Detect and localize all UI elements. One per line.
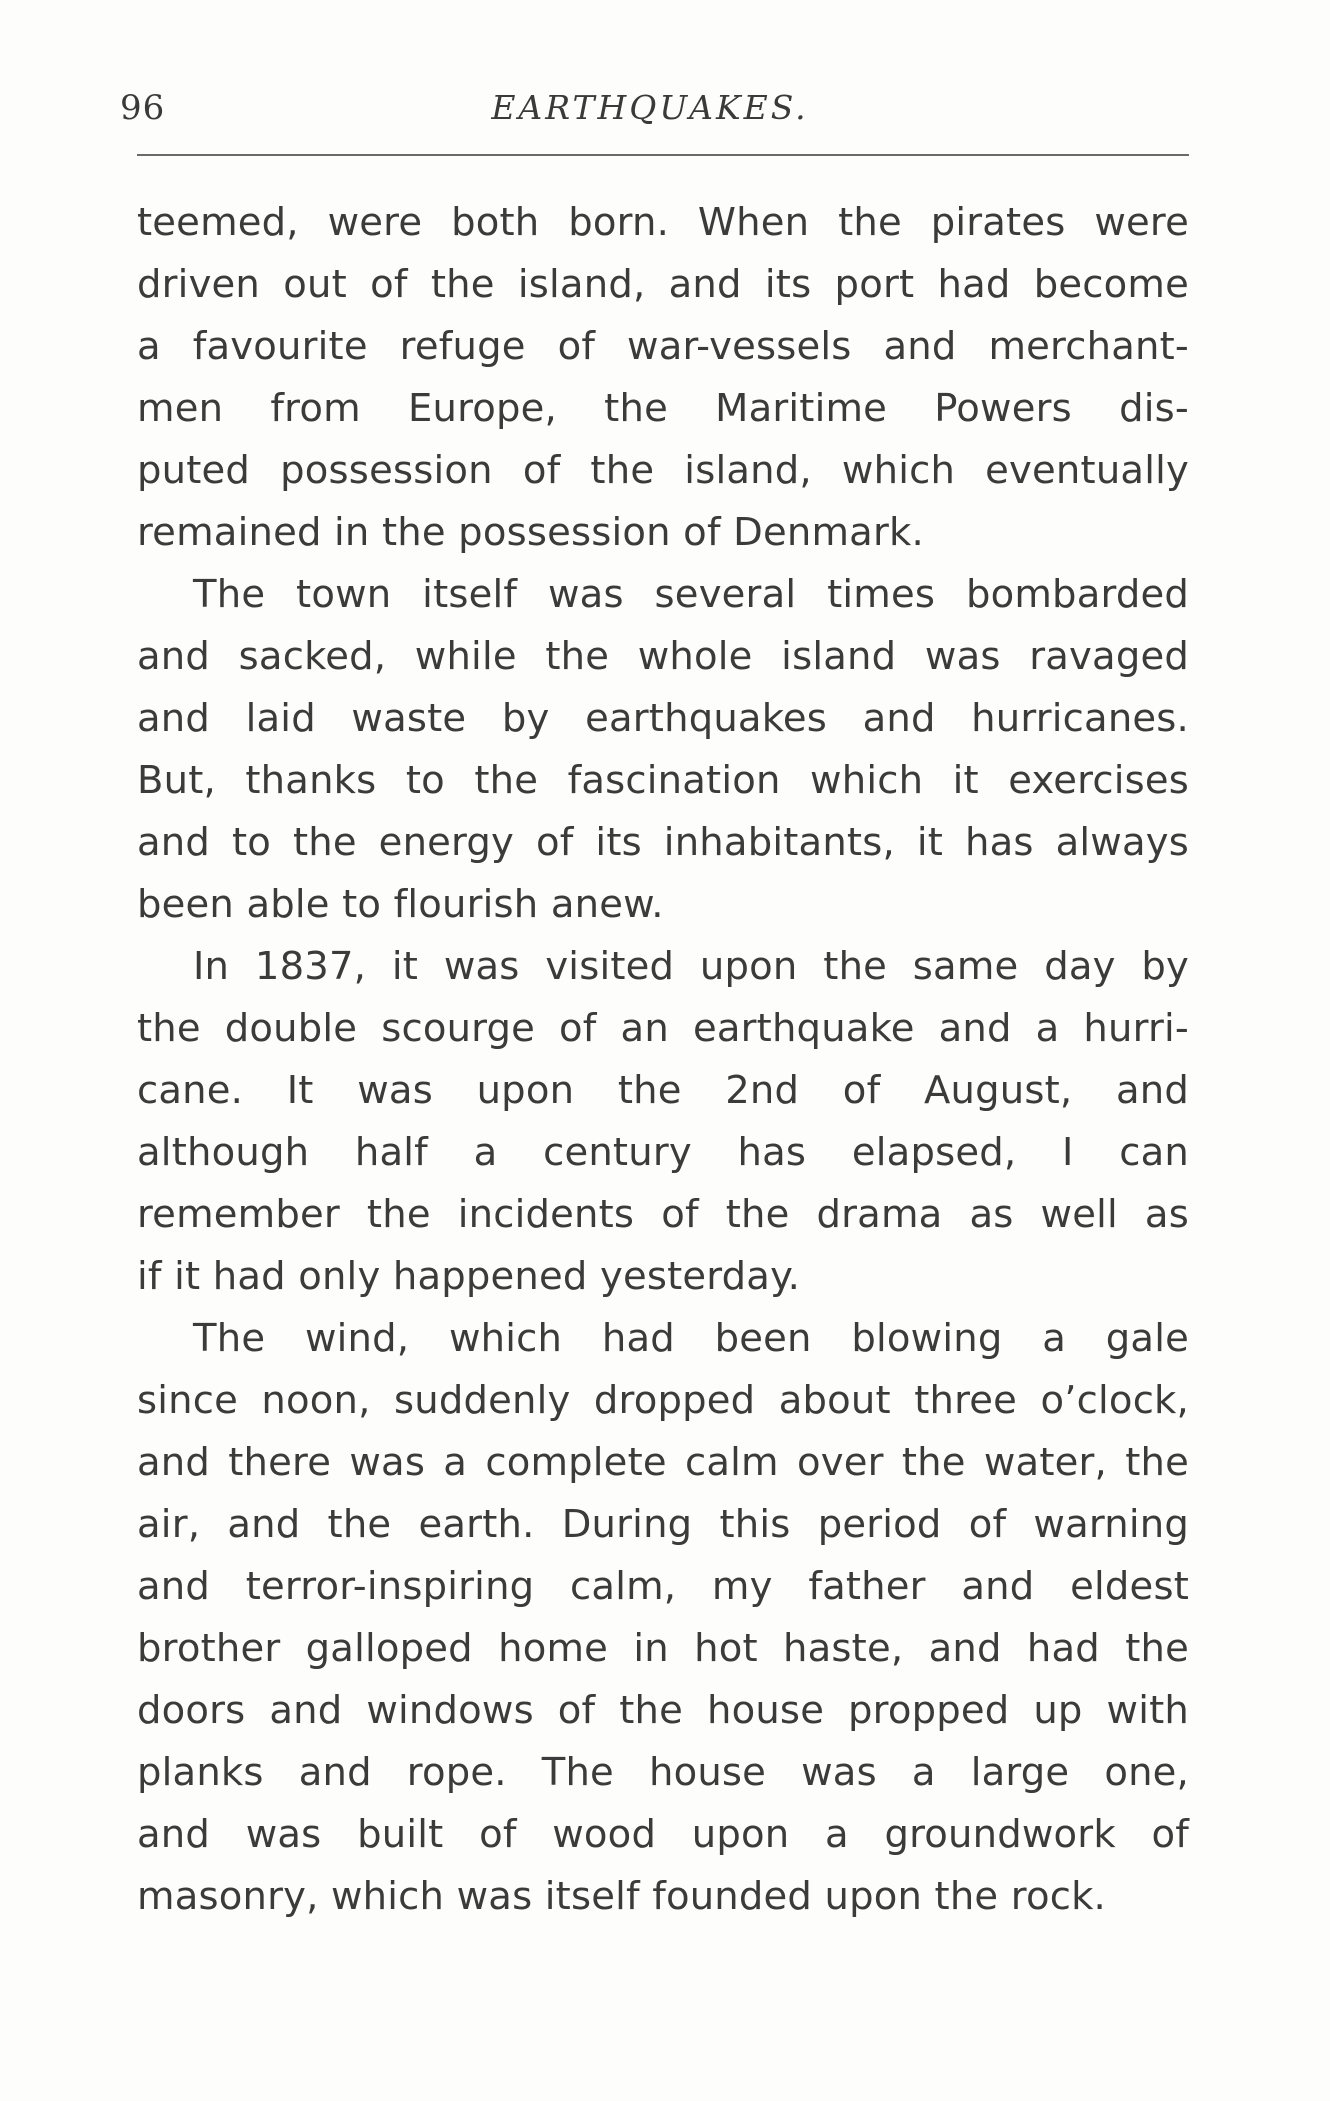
text-line: and there was a complete calm over the water, the [137,1440,1189,1485]
running-title: EARTHQUAKES. [491,88,809,127]
text-line: a favourite refuge of war-vessels and merchant- [137,324,1189,369]
text-line: since noon, suddenly dropped about three o’clock, [137,1378,1189,1423]
text-line: puted possession of the island, which eventually [137,448,1189,493]
header-rule [137,154,1189,156]
text-line: remained in the possession of Denmark. [137,510,924,555]
text-line: In 1837, it was visited upon the same day by [193,944,1189,989]
body-text [137,192,1189,1928]
text-line: planks and rope. The house was a large one, [137,1750,1189,1795]
text-line: and was built of wood upon a groundwork of [137,1812,1189,1857]
text-line: and laid waste by earthquakes and hurricanes. [137,696,1189,741]
text-line: and to the energy of its inhabitants, it has always [137,820,1189,865]
page-header [120,88,1180,140]
text-line: men from Europe, the Maritime Powers dis- [137,386,1189,431]
text-line: The wind, which had been blowing a gale [193,1316,1189,1361]
text-line: driven out of the island, and its port had become [137,262,1189,307]
text-line: and sacked, while the whole island was ravaged [137,634,1189,679]
text-line: doors and windows of the house propped up with [137,1688,1189,1733]
text-line: brother galloped home in hot haste, and had the [137,1626,1189,1671]
text-line: if it had only happened yesterday. [137,1254,801,1299]
page-number: 96 [120,88,166,128]
text-line: teemed, were both born. When the pirates were [137,200,1189,245]
text-line: masonry, which was itself founded upon the rock. [137,1874,1106,1919]
text-line: air, and the earth. During this period of warning [137,1502,1189,1547]
text-line: remember the incidents of the drama as well as [137,1192,1189,1237]
text-line: the double scourge of an earthquake and a hurri- [137,1006,1189,1051]
text-line: The town itself was several times bombarded [193,572,1189,617]
text-line: and terror-inspiring calm, my father and eldest [137,1564,1189,1609]
text-line: cane. It was upon the 2nd of August, and [137,1068,1189,1113]
text-line: although half a century has elapsed, I can [137,1130,1189,1175]
text-line: But, thanks to the fascination which it exercises [137,758,1189,803]
text-line: been able to flourish anew. [137,882,664,927]
